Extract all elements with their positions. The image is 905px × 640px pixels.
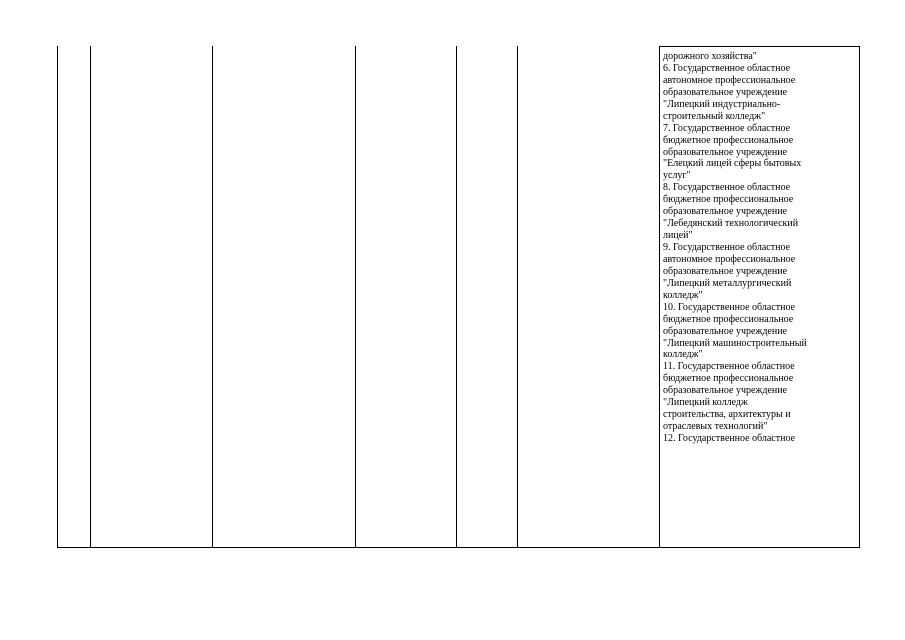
column-divider	[90, 46, 91, 548]
text-line: "Липецкий колледж	[663, 397, 748, 409]
text-line: бюджетное профессиональное	[663, 194, 794, 206]
text-line: образовательное учреждение	[663, 325, 788, 337]
column-divider	[517, 46, 518, 548]
text-line: образовательное учреждение	[663, 265, 788, 277]
text-line: "Липецкий машиностроительный	[663, 337, 807, 349]
text-line: "Липецкий индустриально-	[663, 98, 781, 110]
last-column-cell-text	[663, 51, 843, 445]
text-line: 12. Государственное областное	[663, 433, 796, 444]
text-line: бюджетное профессиональное	[663, 373, 794, 385]
text-line: "Лебедянский технологический	[663, 218, 799, 230]
text-line: бюджетное профессиональное	[663, 134, 794, 146]
text-line: бюджетное профессиональное	[663, 313, 794, 325]
text-line: образовательное учреждение	[663, 385, 788, 397]
text-line: 9. Государственное областное	[663, 242, 791, 253]
column-divider	[456, 46, 457, 548]
text-line: строительства, архитектуры и	[663, 409, 791, 421]
text-line: 7. Государственное областное	[663, 122, 791, 134]
text-line: 6. Государственное областное	[663, 62, 791, 74]
text-line: 8. Государственное областное	[663, 182, 791, 194]
column-divider	[355, 46, 356, 548]
table-border-right	[859, 46, 860, 548]
text-line: 11. Государственное областное	[663, 361, 795, 373]
text-line: "Липецкий металлургический	[663, 277, 792, 289]
text-line: автономное профессиональное	[663, 74, 796, 86]
text-line: колледж"	[663, 349, 703, 361]
text-line: автономное профессиональное	[663, 253, 796, 265]
text-line: 10. Государственное областное	[663, 301, 796, 313]
text-line: дорожного хозяйства"	[663, 51, 757, 62]
table-border-bottom	[57, 547, 860, 548]
text-line: колледж"	[663, 289, 703, 301]
text-line: образовательное учреждение	[663, 206, 788, 218]
column-divider	[659, 46, 660, 548]
text-line: образовательное учреждение	[663, 146, 788, 158]
text-line: образовательное учреждение	[663, 86, 788, 98]
text-line: "Елецкий лицей сферы бытовых	[663, 158, 802, 170]
text-line: лицей"	[663, 230, 693, 242]
text-line: строительный колледж"	[663, 110, 766, 122]
table-border-left	[57, 46, 58, 548]
column-divider	[212, 46, 213, 548]
cell-top-border	[659, 46, 860, 47]
text-line: отраслевых технологий"	[663, 421, 768, 433]
text-line: услуг"	[663, 170, 691, 182]
